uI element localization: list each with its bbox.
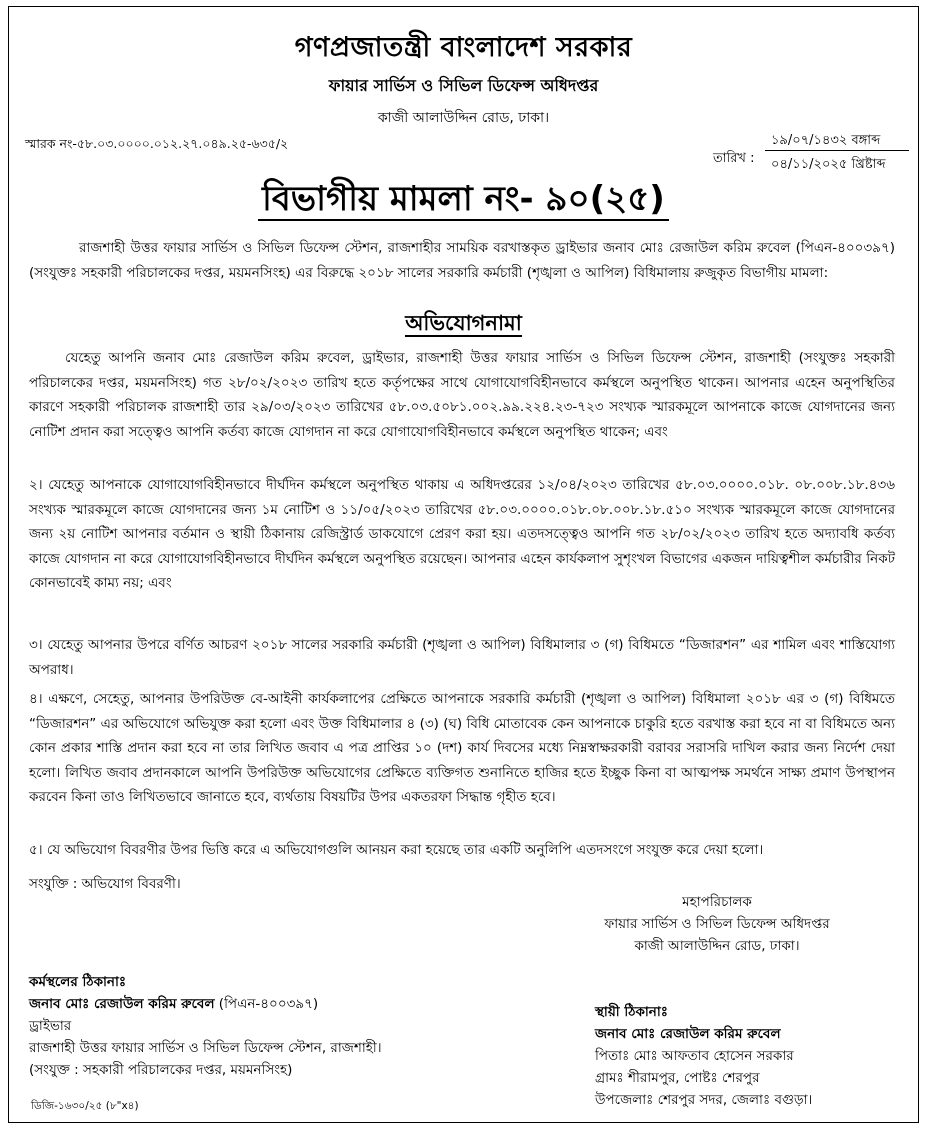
- paragraph-5: ৫। যে অভিযোগ বিবরণীর উপর ভিত্তি করে এ অভিযোগগুলি আনয়ন করা হয়েছে তার একটি অনুলিপি এতদসংগে সংযুক্ত করে দেয়া হলো।: [29, 842, 764, 858]
- workplace-pn: (পিএন-৪০০৩৯৭): [214, 996, 319, 1012]
- paragraph-2: ২। যেহেতু আপনাকে যোগাযোগবিহীনভাবে দীর্ঘদিন কর্মস্থলে অনুপস্থিত থাকায় এ অধিদপ্তরের ১২/০৪/২০২৩ তারিখের ৫৮.০৩.০০০০.০১৮. ০৮.০০৮.১৮.৪৩৬ সংখ্যক স্মারকমূলে কাজে যোগদানের জন্য ১ম নোটিশ ও ১১/০৫/২০২৩ তারিখের ৫৮.০৩.০০০০.০১৮.০৮.০০৮.১৮.৫১০ সংখ্যক স্মারকমূলে কাজে যোগদানের জন্য ২য় নোটিশ আপনার বর্তমান ও স্থায়ী ঠিকানায় রেজিস্ট্রার্ড ডাকযোগে প্রেরণ করা হয়। এতদসত্ত্বেও আপনি গত ২৮/০২/২০২৩ তারিখ হতে অদ্যাবধি কর্তব্য কাজে যোগদান না করে যোগাযোগবিহীনভাবে দীর্ঘদিন কর্মস্থলে অনুপস্থিত রয়েছেন। আপনার এহেন কার্যকলাপ সুশৃংখল বিভাগের একজন দায়িত্বশীল কর্মচারীর নিকট কোনভাবেই কাম্য নয়; এবং: [29, 477, 895, 591]
- permanent-village: গ্রামঃ শীরামপুর, পোষ্টঃ শেরপুর: [595, 1070, 760, 1086]
- workplace-attached: (সংযুক্ত : সহকারী পরিচালকের দপ্তর, ময়মনসিংহ): [29, 1062, 293, 1078]
- signatory-title: মহাপরিচালক: [682, 894, 752, 910]
- workplace-station: রাজশাহী উত্তর ফায়ার সার্ভিস ও সিভিল ডিফেন্স স্টেশন, রাজশাহী।: [29, 1040, 382, 1056]
- document-page: [8, 6, 919, 1123]
- case-title: [9, 173, 918, 230]
- intro-paragraph: রাজশাহী উত্তর ফায়ার সার্ভিস ও সিভিল ডিফেন্স স্টেশন, রাজশাহীর সাময়িক বরখাস্তকৃত ড্রাইভার জনাব মোঃ রেজাউল করিম রুবেল (পিএন-৪০০৩৯৭) (সংযুক্তঃ সহকারী পরিচালকের দপ্তর, ময়মনসিংহ) এর বিরুদ্ধে ২০১৮ সালের সরকারি কর্মচারী (শৃঙ্খলা ও আপিল) বিধিমালায় রুজুকৃত বিভাগীয় মামলা:: [29, 240, 895, 281]
- case-title-text: বিভাগীয় মামলা নং- ৯০(২৫): [258, 179, 669, 221]
- permanent-upazila: উপজেলাঃ শেরপুর সদর, জেলাঃ বগুড়া।: [595, 1092, 813, 1108]
- date-bangla: ১৯/০৭/১৪৩২ বঙ্গাব্দ: [771, 133, 881, 148]
- signatory-address: কাজী আলাউদ্দিন রোড, ঢাকা।: [634, 938, 800, 954]
- footer-code: ডিজি-১৬৩০/২৫ (৮"x৪): [31, 1100, 139, 1112]
- subheading-text: অভিযোগনামা: [405, 311, 522, 335]
- workplace-designation: ড্রাইভার: [29, 1018, 72, 1034]
- paragraph-3: ৩। যেহেতু আপনার উপরে বর্ণিত আচরণ ২০১৮ সালের সরকারি কর্মচারী (শৃঙ্খলা ও আপিল) বিধিমালার ৩ (গ) বিধিমতে “ডিজারশন” এর শামিল এবং শাস্তিযোগ্য অপরাধ।: [29, 637, 895, 678]
- permanent-heading: স্থায়ী ঠিকানাঃ: [595, 1004, 668, 1020]
- department-name: ফায়ার সার্ভিস ও সিভিল ডিফেন্স অধিদপ্তর: [328, 76, 599, 95]
- department-address: কাজী আলাউদ্দিন রোড, ঢাকা।: [377, 110, 550, 126]
- workplace-heading: কর্মস্থলের ঠিকানাঃ: [29, 974, 127, 990]
- permanent-father: পিতাঃ মোঃ আফতাব হোসেন সরকার: [595, 1048, 794, 1064]
- permanent-address-block: [595, 1001, 812, 1111]
- date-label: তারিখ :: [713, 151, 755, 166]
- paragraph-4: ৪। এক্ষণে, সেহেতু, আপনার উপরিউক্ত বে-আইনী কার্যকলাপের প্রেক্ষিতে আপনাকে সরকারি কর্মচারী (শৃঙ্খলা ও আপিল) বিধিমালা ২০১৮ এর ৩ (গ) বিধিমতে “ডিজারশন” এর অভিযোগে অভিযুক্ত করা হলো এবং উক্ত বিধিমালার ৪ (৩) (ঘ) বিধি মোতাবেক কেন আপনাকে চাকুরি হতে বরখাস্ত করা হবে না বা বিধিমতে অন্য কোন প্রকার শাস্তি প্রদান করা হবে না তার লিখিত জবাব এ পত্র প্রাপ্তির ১০ (দশ) কার্য দিবসের মধ্যে নিম্নস্বাক্ষরকারী বরাবর সরাসরি দাখিল করার জন্য নির্দেশ দেয়া হলো। লিখিত জবাব প্রদানকালে আপনি উপরিউক্ত অভিযোগের প্রেক্ষিতে ব্যক্তিগত শুনানিতে হাজির হতে ইচ্ছুক কিনা বা আত্মপক্ষ সমর্থনে সাক্ষ্য প্রমাণ উপস্থাপন করবেন কিনা তাও লিখিতভাবে জানাতে হবে, ব্যর্থতায় বিষয়টির উপর একতরফা সিদ্ধান্ত গৃহীত হবে।: [29, 691, 895, 805]
- government-title: গণপ্রজাতন্ত্রী বাংলাদেশ সরকার: [294, 32, 633, 63]
- workplace-name: জনাব মোঃ রেজাউল করিম রুবেল: [29, 996, 215, 1012]
- permanent-name: জনাব মোঃ রেজাউল করিম রুবেল: [595, 1026, 781, 1042]
- subheading: [9, 307, 918, 342]
- memo-number: স্মারক নং-৫৮.০৩.০০০০.০১২.২৭.০৪৯.২৫-৬৩৫/২: [25, 136, 289, 151]
- paragraph-1: যেহেতু আপনি জনাব মোঃ রেজাউল করিম রুবেল, ড্রাইভার, রাজশাহী উত্তর ফায়ার সার্ভিস ও সিভিল ডিফেন্স স্টেশন, রাজশাহী (সংযুক্তঃ সহকারী পরিচালকের দপ্তর, ময়মনসিংহ) গত ২৮/০২/২০২৩ তারিখ হতে কর্তৃপক্ষের সাথে যোগাযোগবিহীনভাবে কর্মস্থলে অনুপস্থিত থাকেন। আপনার এহেন অনুপস্থিতির কারণে সহকারী পরিচালক রাজশাহী তার ২৯/০৩/২০২৩ তারিখের ৫৮.০৩.৫০৮১.০০২.৯৯.২২৪.২৩-৭২৩ সংখ্যক স্মারকমূলে আপনাকে কাজে যোগদানের জন্য নোটিশ প্রদান করা সত্ত্বেও আপনি কর্তব্য কাজে যোগদান না করে যোগাযোগবিহীনভাবে কর্মস্থলে অনুপস্থিত থাকেন; এবং: [29, 350, 895, 440]
- attachment-note: সংযুক্তি : অভিযোগ বিবরণী।: [29, 876, 181, 892]
- date-divider: [765, 150, 909, 151]
- workplace-name-line: [29, 993, 382, 1015]
- date-english: ০৪/১১/২০২৫ খ্রিষ্টাব্দ: [771, 157, 886, 172]
- signatory-org: ফায়ার সার্ভিস ও সিভিল ডিফেন্স অধিদপ্তর: [604, 916, 830, 932]
- workplace-address-block: [29, 971, 382, 1081]
